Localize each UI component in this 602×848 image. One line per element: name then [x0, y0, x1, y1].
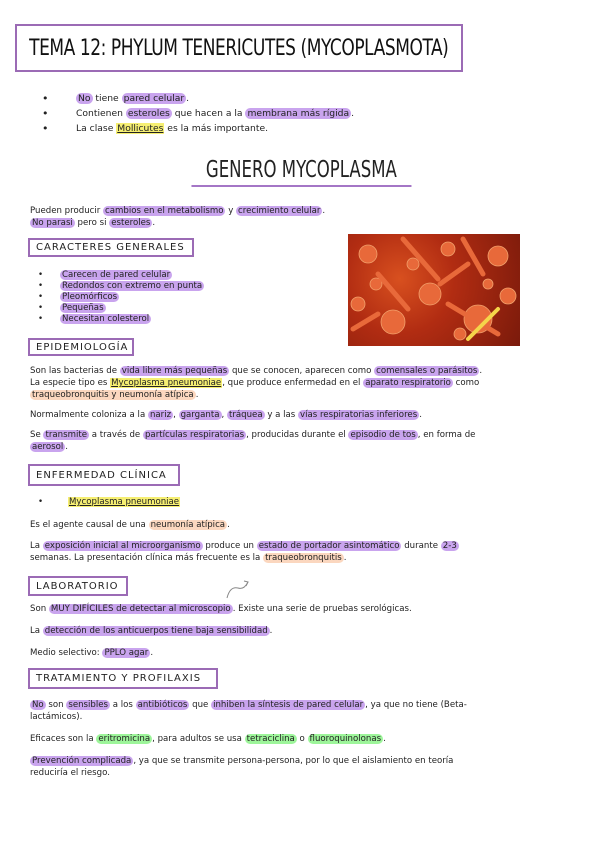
list-item: • Necesitan colesterol: [38, 314, 204, 325]
list-item: • Redondos con extremo en punta: [38, 281, 204, 292]
list-item: • La clase Mollicutes es la más importante.: [42, 121, 354, 136]
list-item: • Carecen de pared celular: [38, 270, 204, 281]
doodle-icon: [224, 578, 252, 602]
epidemiologia-text: Son las bacterias de vida libre más pequeñas que se conocen, aparecen como comensales o parásitos . La especie tipo es Mycoplasma pneumoniae, que produce enfermedad en el aparato respiratorio como traqueobronquitis y neumonía atípica . Normalmente coloniza a la nariz , garganta , tráquea y a las vías respiratorias inferiores . Se transmite a través de partículas respiratorias , producidas durante el episodio de tos , en forma de aerosol .: [30, 366, 483, 452]
tratamiento-text: No son sensibles a los antibióticos que inhiben la síntesis de pared celular , ya que no tiene (Beta- lactámicos). Eficaces son la eritromicina , para adultos se usa tetraciclina o fluoroquinolonas . Prevención complicada , ya que se transmite persona-persona, por lo que el aislamiento en teoría reduciría el riesgo.: [30, 700, 467, 778]
header-enfermedad: ENFERMEDAD CLÍNICA: [28, 464, 180, 486]
list-item: • Mycoplasma pneumoniae: [38, 497, 180, 508]
list-item: • Pequeñas: [38, 303, 204, 314]
page-title: TEMA 12: PHYLUM TENERICUTES (MYCOPLASMOTA): [29, 35, 449, 61]
list-item: • Pleomórficos: [38, 292, 204, 303]
list-item: • Contienen esteroles que hacen a la membrana más rígida .: [42, 106, 354, 121]
header-tratamiento: TRATAMIENTO Y PROFILAXIS: [28, 668, 218, 689]
enfermedad-list: [38, 497, 180, 508]
caracteres-list: [38, 270, 204, 325]
title-box: [15, 24, 463, 72]
list-item: • No tiene pared celular .: [42, 91, 354, 106]
header-epidemiologia: EPIDEMIOLOGÍA: [28, 338, 134, 356]
intro-list: [42, 91, 354, 136]
header-laboratorio: LABORATORIO: [28, 576, 128, 596]
genus-intro: Pueden producir cambios en el metabolismo y crecimiento celular . No parasi pero si esteroles .: [30, 206, 326, 228]
section-title: GENERO MYCOPLASMA: [0, 157, 602, 187]
enfermedad-text: Es el agente causal de una neumonía atípica . La exposición inicial al microorganismo produce un estado de portador asintomático durante 2-3 semanas. La presentación clínica más frecuente es la traqueobronquitis .: [30, 520, 457, 563]
header-caracteres: CARACTERES GENERALES: [28, 238, 194, 257]
bacteria-image: [348, 234, 520, 346]
laboratorio-text: Son MUY DIFÍCILES de detectar al microscopio . Existe una serie de pruebas serológicas. La detección de los anticuerpos tiene baja sensibilidad . Medio selectivo: PPLO agar .: [30, 604, 412, 658]
